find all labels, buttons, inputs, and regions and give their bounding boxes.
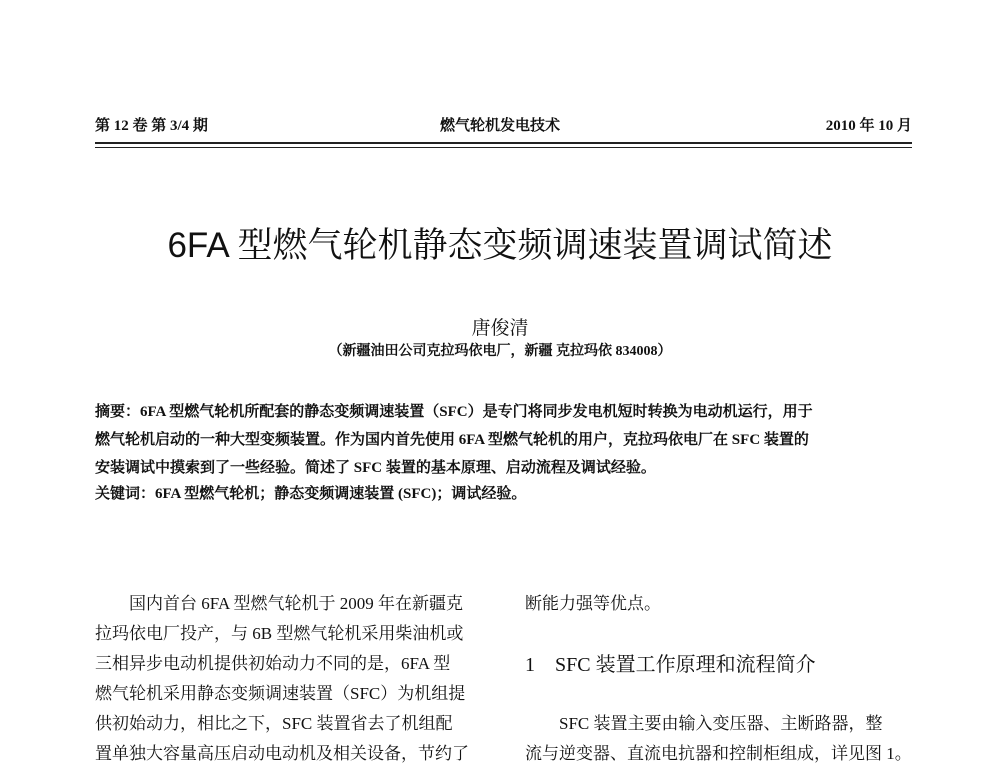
- abstract-line: 安装调试中摸索到了一些经验。简述了 SFC 装置的基本原理、启动流程及调试经验。: [95, 460, 656, 476]
- body-line: SFC 装置主要由输入变压器、主断路器，整: [525, 714, 883, 733]
- abstract-line: 摘要：6FA 型燃气轮机所配套的静态变频调速装置（SFC）是专门将同步发电机短时转换为电动机运行，用于: [95, 404, 813, 420]
- body-line: 国内首台 6FA 型燃气轮机于 2009 年在新疆克: [95, 594, 464, 613]
- author: 唐俊清: [471, 318, 529, 339]
- section-heading: 1 SFC 装置工作原理和流程简介: [525, 654, 816, 676]
- body-line: 断能力强等优点。: [525, 594, 661, 613]
- affiliation: （新疆油田公司克拉玛依电厂，新疆 克拉玛依 834008）: [328, 344, 672, 359]
- journal-volume: 第 12 卷 第 3/4 期: [95, 118, 208, 134]
- keywords: 关键词：6FA 型燃气轮机；静态变频调速装置 (SFC)；调试经验。: [95, 486, 527, 502]
- paper-title: 6FA 型燃气轮机静态变频调速装置调试简述: [167, 226, 833, 265]
- journal-name: 燃气轮机发电技术: [439, 118, 560, 134]
- body-line: 三相异步电动机提供初始动力不同的是，6FA 型: [95, 654, 451, 673]
- body-line: 供初始动力，相比之下，SFC 装置省去了机组配: [95, 714, 453, 733]
- header-rule-top: [95, 142, 912, 144]
- header-rule-bottom: [95, 147, 912, 148]
- body-line: 拉玛依电厂投产，与 6B 型燃气轮机采用柴油机或: [95, 624, 464, 643]
- body-line: 置单独大容量高压启动电动机及相关设备，节约了: [95, 744, 469, 763]
- journal-date: 2010 年 10 月: [825, 118, 912, 134]
- body-line: 燃气轮机采用静态变频调速装置（SFC）为机组提: [95, 684, 466, 703]
- body-line: 流与逆变器、直流电抗器和控制柜组成，详见图 1。: [525, 744, 912, 763]
- abstract-line: 燃气轮机启动的一种大型变频装置。作为国内首先使用 6FA 型燃气轮机的用户，克拉玛依电厂在 SFC 装置的: [95, 432, 809, 448]
